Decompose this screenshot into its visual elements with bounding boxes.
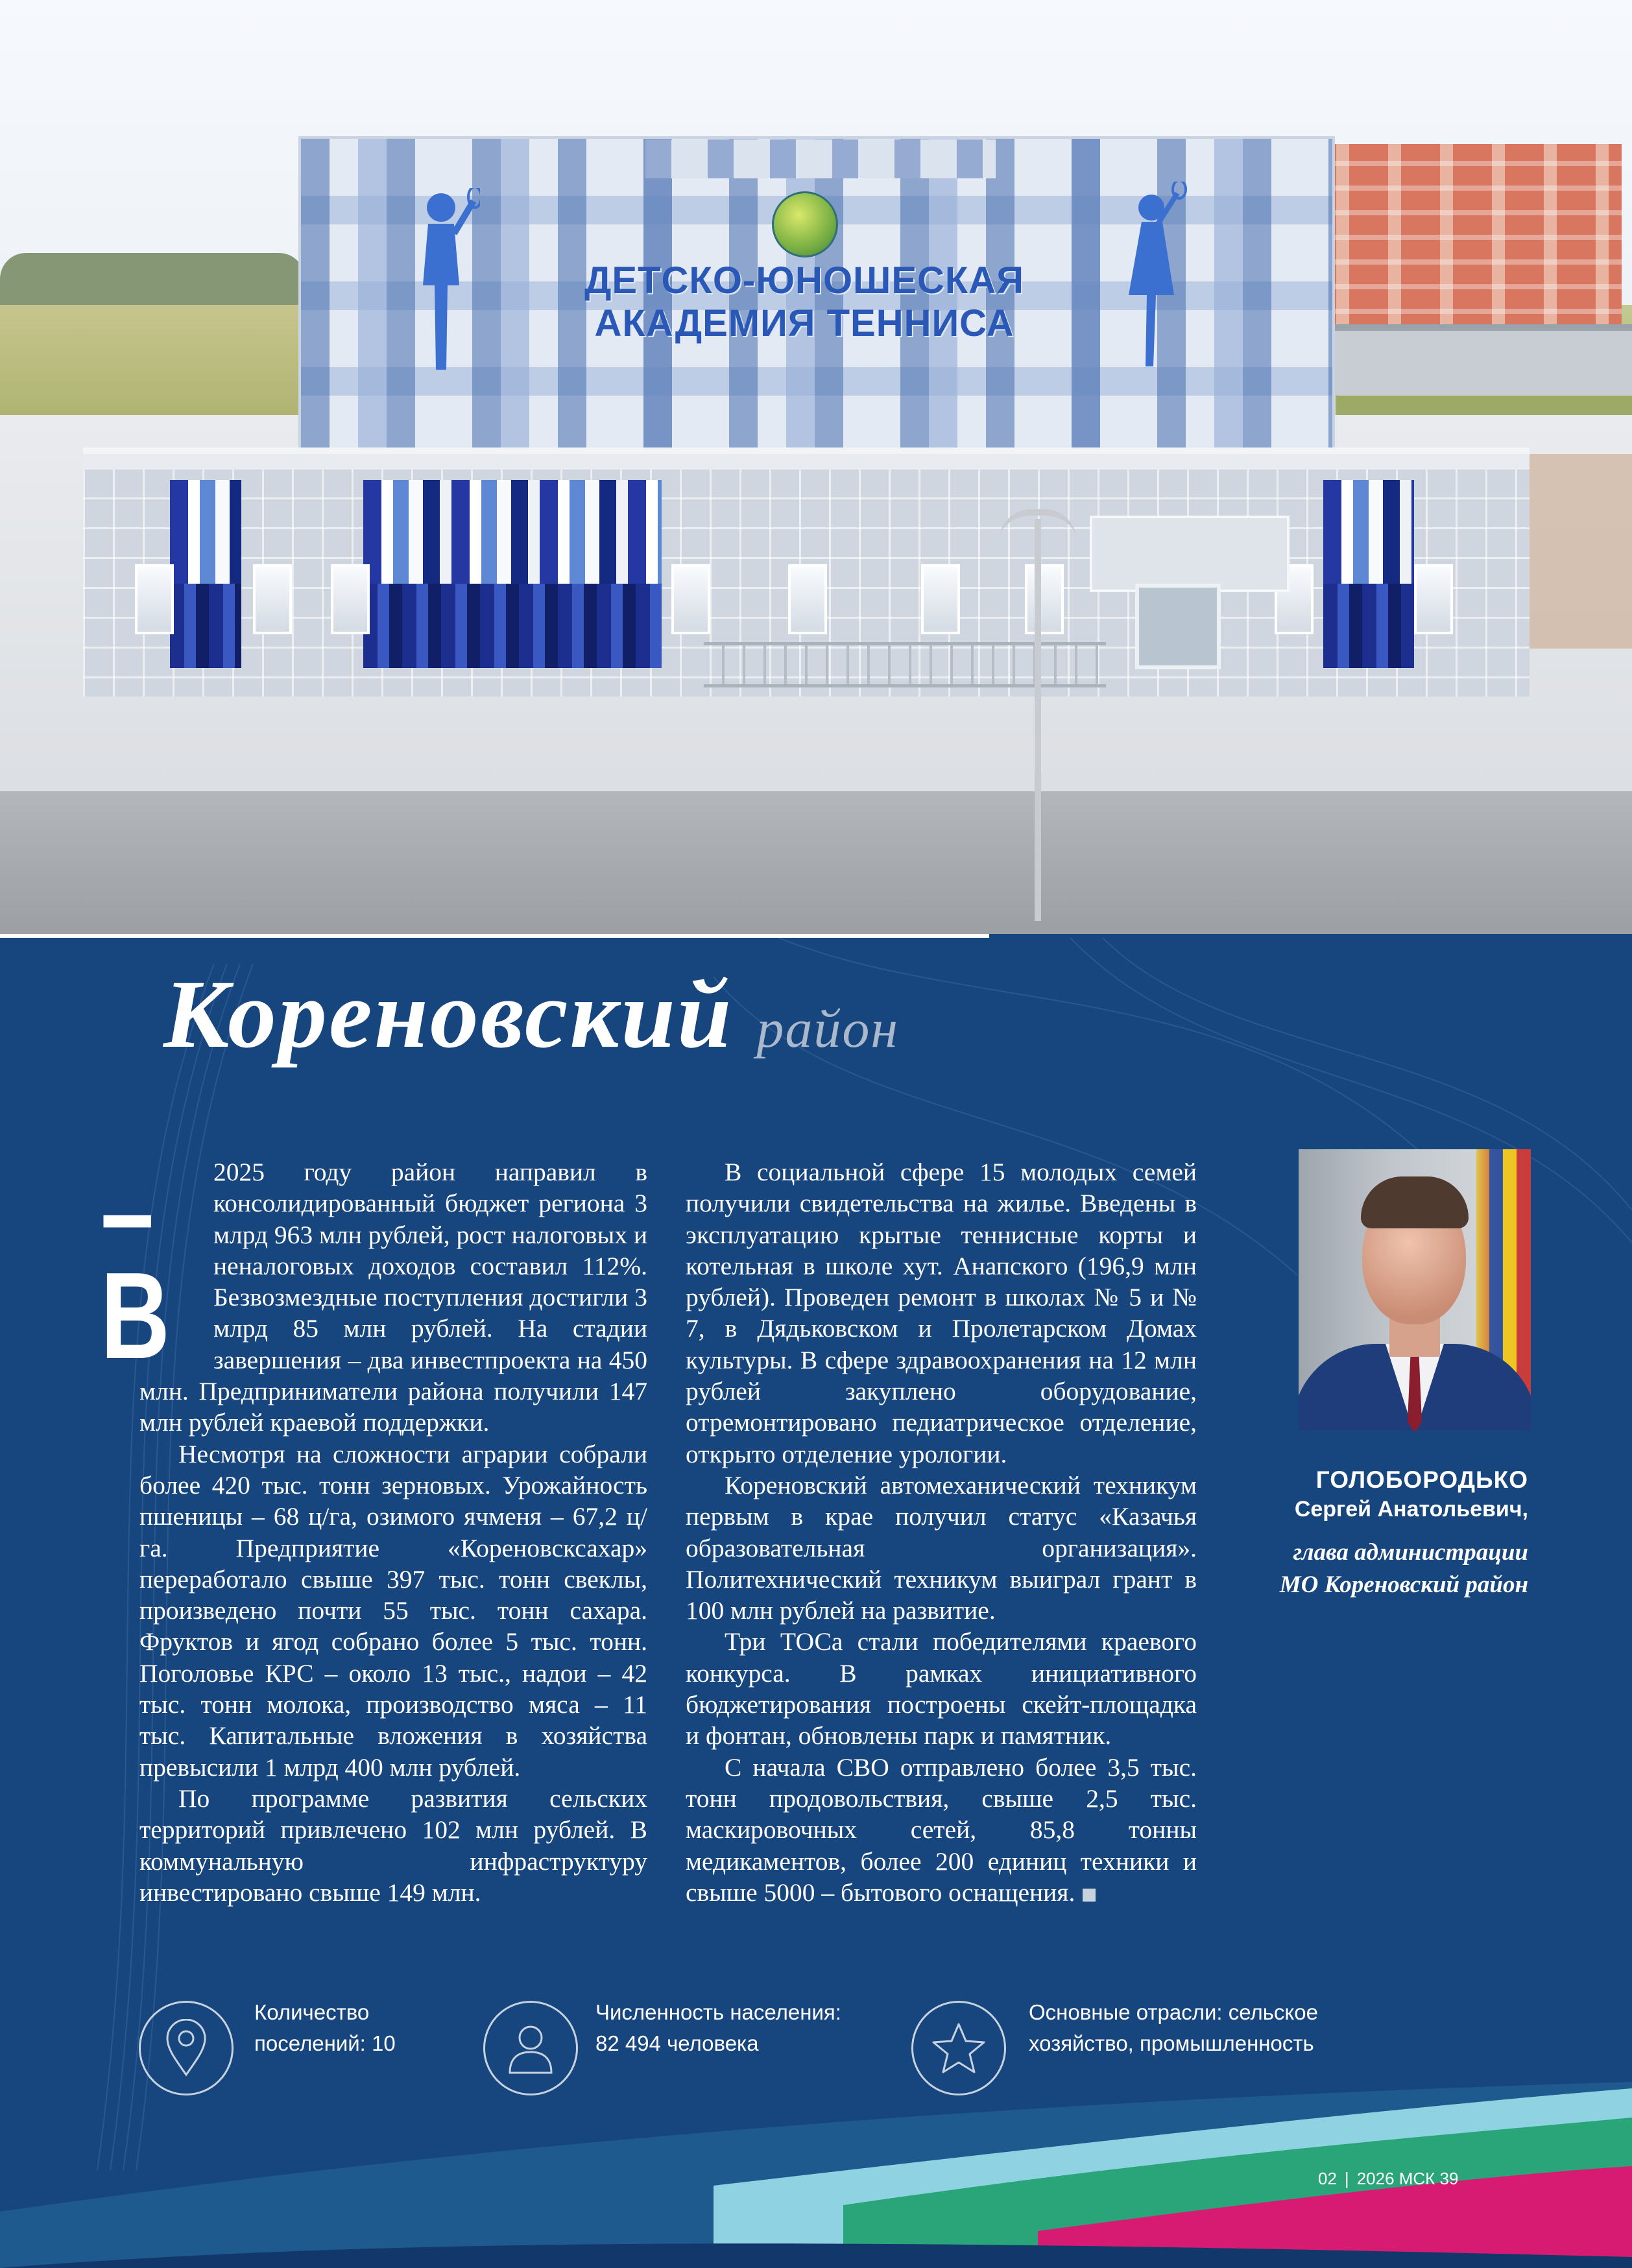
footer-separator: |	[1344, 2169, 1349, 2188]
stat-line-1: Количество	[254, 2000, 370, 2024]
stat-industries	[1029, 1997, 1318, 2059]
sign-line-2: АКАДЕМИЯ ТЕННИСА	[594, 302, 1014, 344]
sign-line-1: ДЕТСКО-ЮНОШЕСКАЯ	[584, 259, 1024, 302]
article-column-1	[101, 1143, 648, 1908]
person-glyph	[503, 2021, 558, 2075]
caption-role-line-2: МО Кореновский район	[1279, 1571, 1528, 1598]
district-title	[163, 959, 899, 1070]
tree-line	[0, 253, 305, 311]
paragraph-text: С начала СВО отправлено более 3,5 тыс. тонн продовольствия, свыше 2,5 тыс. маскировочных сетей, 85,8 тонны медикаментов, более 200 единиц техники и свыше 5000 – бытового оснащения.	[686, 1752, 1197, 1907]
facade-stripes-1	[170, 480, 241, 668]
official-portrait	[1299, 1149, 1531, 1431]
window	[671, 564, 710, 634]
paragraph: Три ТОСа стали победителями краевого конкурса. В рамках инициативного бюджетирования построены скейт-площадка и фонтан, обновлены парк и памятник.	[686, 1627, 1197, 1750]
window	[135, 564, 174, 634]
stat-settlements	[254, 1997, 396, 2059]
stat-line-2: хозяйство, промышленность	[1029, 2031, 1314, 2055]
stat-line-2: 82 494 человека	[595, 2031, 759, 2055]
star-icon	[911, 2001, 1006, 2095]
stat-population	[595, 1997, 841, 2059]
stat-line-1: Численность населения:	[595, 2000, 841, 2024]
girl-tennis-player-icon	[1116, 182, 1194, 370]
window	[788, 564, 827, 634]
portrait-caption	[1191, 1465, 1528, 1601]
title-main: Кореновский	[163, 961, 734, 1068]
paragraph: Кореновский автомеханический техникум первым в крае получил статус «Казачья образовательная организация». Политехнический техникум выиграл грант в 100 млн рублей на развитие.	[686, 1470, 1197, 1625]
window	[921, 564, 960, 634]
entrance-door	[1135, 584, 1221, 669]
stat-line-2: поселений: 10	[254, 2031, 396, 2055]
star-glyph	[930, 2019, 988, 2077]
window	[1414, 564, 1453, 634]
paragraph-final	[686, 1752, 1197, 1908]
person-icon	[483, 2001, 578, 2095]
tennis-ball-logo-icon	[772, 191, 838, 257]
location-pin-icon	[139, 2001, 234, 2095]
road	[0, 791, 1632, 934]
academy-sign	[571, 259, 1038, 345]
caption-role	[1191, 1536, 1528, 1601]
bottom-wave-decoration	[0, 2043, 1632, 2268]
paragraph: 2025 году район направил в консолидированный бюджет региона 3 млрд 963 млн рублей, рост налоговых и неналоговых доходов составил 112%. Безвозмездные поступления достигли 3 млрд 85 млн рублей. На стадии завершения – два инвестпроекта на 450 млн. Предприниматели района получили 147 млн рублей краевой поддержки.	[139, 1158, 648, 1437]
window	[331, 564, 370, 634]
apartment-building	[1297, 144, 1622, 339]
paragraph: В социальной сфере 15 молодых семей получили свидетельства на жилье. Введены в эксплуатацию крытые теннисные корты и котельная в школе хут. Анапского (196,9 млн рублей). Проведен ремонт в школах № 5 и № 7, в Дядьковском и Пролетарском Домах культуры. В сфере здравоохранения на 12 млн рублей закуплено оборудование, отремонтировано педиатрическое отделение, открыто отделение урологии.	[686, 1158, 1197, 1468]
title-sub: район	[756, 999, 900, 1059]
street-lamp-pole	[1035, 519, 1041, 921]
boy-tennis-player-icon	[402, 188, 480, 376]
paragraph: По программе развития сельских территорий привлечено 102 млн рублей. В коммунальную инфраструктуру инвестировано свыше 149 млн.	[139, 1784, 647, 1907]
tennis-academy-photo	[0, 0, 1632, 934]
dropcap: –В	[101, 1143, 171, 1385]
entrance-canopy	[1090, 516, 1290, 592]
window	[253, 564, 292, 634]
facade-stripes-2	[363, 480, 662, 668]
issue-label: 2026 МСК 39	[1356, 2169, 1459, 2188]
facade-stripes-3	[1323, 480, 1414, 668]
paragraph: Несмотря на сложности аграрии собрали более 420 тыс. тонн зерновых. Урожайность пшеницы – 68 ц/га, озимого ячменя – 67,2 ц/га. Предприятие «Кореновсксахар» переработало свыше 397 тыс. тонн свеклы, произведено почти 55 тыс. тонн сахара. Фруктов и ягод собрано более 5 тыс. тонн. Поголовье КРС – около 13 тыс., надои – 42 тыс. тонн молока, производство мяса – 11 тыс. Капитальные вложения в хозяйства превысили 1 млрд 400 млн рублей.	[139, 1439, 647, 1782]
stat-line-1: Основные отрасли: сельское	[1029, 2000, 1318, 2024]
end-mark-icon	[1083, 1889, 1096, 1902]
shopping-building	[1323, 324, 1632, 396]
page-number: 02	[1318, 2169, 1337, 2188]
page-footer	[1318, 2169, 1458, 2189]
caption-surname: ГОЛОБОРОДЬКО	[1315, 1466, 1528, 1493]
location-pin-glyph	[163, 2019, 209, 2077]
access-ramp	[704, 642, 1106, 687]
hair	[1361, 1176, 1469, 1228]
window	[1025, 564, 1064, 634]
caption-role-line-1: глава администрации	[1293, 1539, 1528, 1566]
tower-top-block	[645, 139, 996, 178]
caption-name: Сергей Анатольевич,	[1294, 1497, 1528, 1522]
article-column-2	[686, 1156, 1197, 1908]
